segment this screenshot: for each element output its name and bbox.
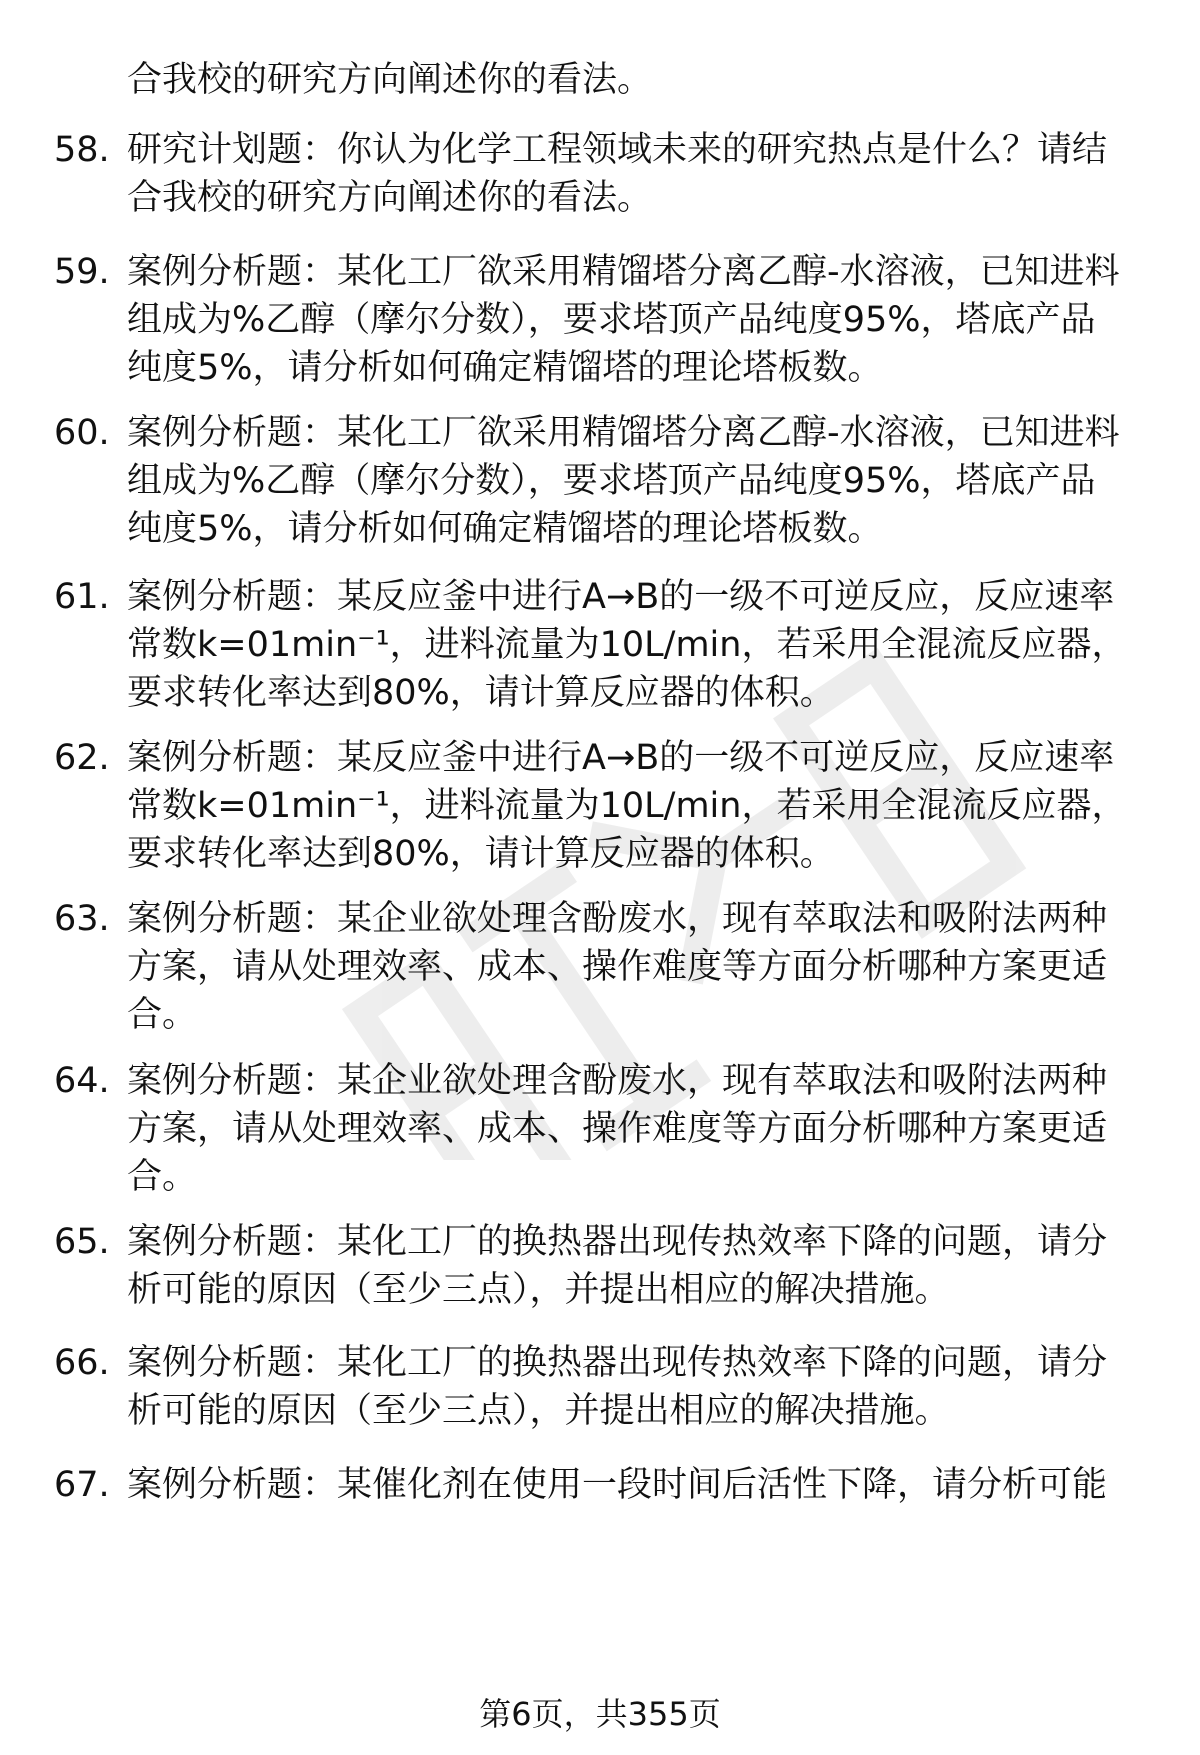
- question-number: 66.: [54, 1343, 110, 1383]
- question-line: 常数k=01min⁻¹，进料流量为10L/min，若采用全混流反应器，: [127, 786, 1127, 826]
- question-text: [127, 1057, 1164, 1201]
- question-line: 方案，请从处理效率、成本、操作难度等方面分析哪种方案更适: [127, 947, 1108, 987]
- question-line: 案例分析题：某反应釜中进行A→B的一级不可逆反应，反应速率: [127, 738, 1115, 778]
- question-line: 方案，请从处理效率、成本、操作难度等方面分析哪种方案更适: [127, 1109, 1108, 1149]
- question-number: 58.: [54, 130, 110, 170]
- question-text: [127, 1461, 1164, 1509]
- page-footer: 第6页，共355页: [479, 1695, 721, 1733]
- question-text: [127, 409, 1164, 553]
- question-line: 案例分析题：某化工厂欲采用精馏塔分离乙醇-水溶液，已知进料: [127, 252, 1120, 292]
- question-text: [127, 1218, 1164, 1314]
- question-number: 64.: [54, 1061, 110, 1101]
- question-line: 常数k=01min⁻¹，进料流量为10L/min，若采用全混流反应器，: [127, 625, 1127, 665]
- question-line: 组成为%乙醇（摩尔分数），要求塔顶产品纯度95%，塔底产品: [127, 461, 1096, 501]
- question-line: 合。: [127, 995, 198, 1035]
- question-number: 62.: [54, 738, 110, 778]
- question-line: 纯度5%，请分析如何确定精馏塔的理论塔板数。: [127, 348, 883, 388]
- question-line: 案例分析题：某企业欲处理含酚废水，现有萃取法和吸附法两种: [127, 899, 1108, 939]
- question-line: 要求转化率达到80%，请计算反应器的体积。: [127, 834, 835, 874]
- question-text: [127, 895, 1164, 1039]
- question-text: [127, 734, 1164, 878]
- question-number: 60.: [54, 413, 110, 453]
- continuation-line: 合我校的研究方向阐述你的看法。: [127, 60, 653, 100]
- question-line: 要求转化率达到80%，请计算反应器的体积。: [127, 673, 835, 713]
- question-line: 案例分析题：某化工厂的换热器出现传热效率下降的问题，请分: [127, 1343, 1108, 1383]
- question-line: 合。: [127, 1157, 198, 1197]
- question-line: 纯度5%，请分析如何确定精馏塔的理论塔板数。: [127, 509, 883, 549]
- question-number: 61.: [54, 577, 110, 617]
- question-text: [127, 248, 1164, 392]
- question-number: 59.: [54, 252, 110, 292]
- question-line: 案例分析题：某催化剂在使用一段时间后活性下降，请分析可能: [127, 1465, 1108, 1505]
- question-line: 合我校的研究方向阐述你的看法。: [127, 178, 653, 218]
- question-line: 组成为%乙醇（摩尔分数），要求塔顶产品纯度95%，塔底产品: [127, 300, 1096, 340]
- question-text: [127, 1339, 1164, 1435]
- question-line: 析可能的原因（至少三点），并提出相应的解决措施。: [127, 1391, 950, 1431]
- question-line: 案例分析题：某反应釜中进行A→B的一级不可逆反应，反应速率: [127, 577, 1115, 617]
- question-text: [127, 573, 1164, 717]
- question-line: 案例分析题：某化工厂的换热器出现传热效率下降的问题，请分: [127, 1222, 1108, 1262]
- question-line: 析可能的原因（至少三点），并提出相应的解决措施。: [127, 1270, 950, 1310]
- question-line: 研究计划题：你认为化学工程领域未来的研究热点是什么？请结: [127, 130, 1108, 170]
- question-text: [127, 126, 1164, 222]
- question-line: 案例分析题：某企业欲处理含酚废水，现有萃取法和吸附法两种: [127, 1061, 1108, 1101]
- question-number: 63.: [54, 899, 110, 939]
- question-number: 65.: [54, 1222, 110, 1262]
- question-line: 案例分析题：某化工厂欲采用精馏塔分离乙醇-水溶液，已知进料: [127, 413, 1120, 453]
- question-number: 67.: [54, 1465, 110, 1505]
